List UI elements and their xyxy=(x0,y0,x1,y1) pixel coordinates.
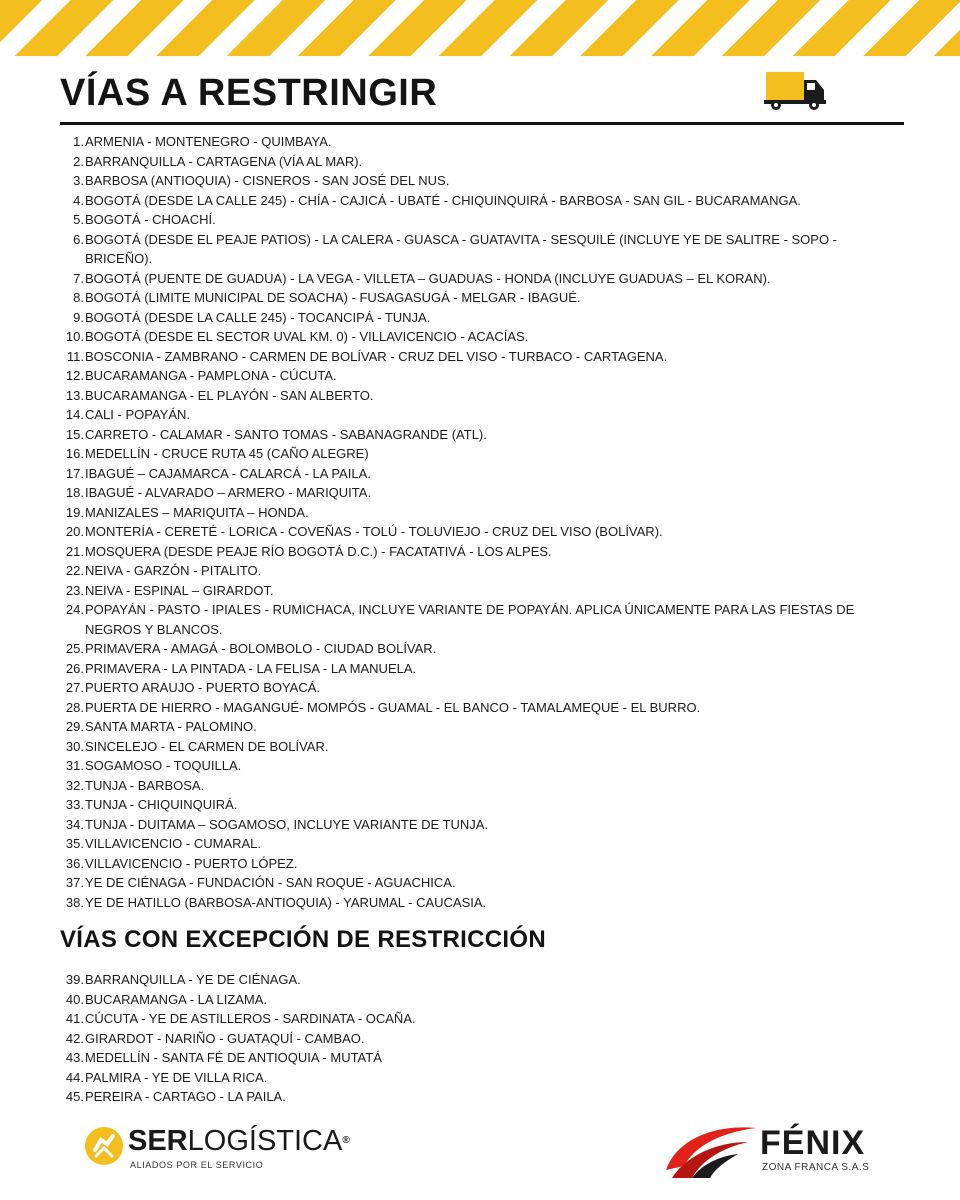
list-item-number: 4. xyxy=(73,192,84,208)
list-item xyxy=(56,405,886,425)
list-item-number: 23. xyxy=(65,582,84,598)
list-item-text: TUNJA - BARBOSA. xyxy=(85,777,205,793)
list-item-number: 38. xyxy=(65,894,84,910)
list-item-text: ARMENIA - MONTENEGRO - QUIMBAYA. xyxy=(85,134,332,149)
exceptions-title: VÍAS CON EXCEPCIÓN DE RESTRICCIÓN xyxy=(60,926,546,953)
exception-roads-list xyxy=(56,970,886,1107)
list-item-number: 24. xyxy=(65,602,84,617)
list-item-text: MONTERÍA - CERETÉ - LORICA - COVEÑAS - TOLÚ - TOLUVIEJO - CRUZ DEL VISO (BOLÍVAR). xyxy=(85,524,663,539)
list-item-text: NEIVA - ESPINAL – GIRARDOT. xyxy=(85,582,274,598)
list-item-number: 34. xyxy=(65,816,84,832)
list-item-text: BARBOSA (ANTIOQUIA) - CISNEROS - SAN JOSÉ DEL NUS. xyxy=(85,173,450,188)
list-item-number: 3. xyxy=(73,173,84,188)
list-item-text: BOGOTÁ - CHOACHÍ. xyxy=(85,212,216,227)
list-item xyxy=(56,483,886,503)
list-item xyxy=(56,444,886,464)
list-item xyxy=(56,522,886,542)
list-item xyxy=(56,347,886,367)
list-item xyxy=(56,269,886,289)
list-item-number: 28. xyxy=(65,699,84,715)
list-item-text: YE DE HATILLO (BARBOSA-ANTIOQUIA) - YARUMAL - CAUCASIA. xyxy=(85,894,487,910)
list-item-number: 17. xyxy=(65,465,84,481)
list-item xyxy=(56,678,886,698)
list-item-text: IBAGUÉ - ALVARADO – ARMERO - MARIQUITA. xyxy=(85,485,372,500)
list-item-number: 22. xyxy=(65,563,84,578)
list-item-text: MEDELLÍN - CRUCE RUTA 45 (CAÑO ALEGRE) xyxy=(85,446,369,461)
restricted-roads-list xyxy=(56,132,886,912)
list-item-text: POPAYÁN - PASTO - IPIALES - RUMICHACA, INCLUYE VARIANTE DE POPAYÁN. APLICA ÚNICAMENTE PARA LAS FIESTAS DE NEGROS Y BLANCOS. xyxy=(85,602,855,637)
list-item-number: 43. xyxy=(65,1050,84,1065)
list-item xyxy=(56,386,886,406)
list-item-text: CÚCUTA - YE DE ASTILLEROS - SARDINATA - OCAÑA. xyxy=(85,1011,416,1026)
list-item-number: 25. xyxy=(65,641,84,656)
list-item-text: SANTA MARTA - PALOMINO. xyxy=(85,719,257,734)
list-item-text: PALMIRA - YE DE VILLA RICA. xyxy=(85,1069,268,1085)
list-item xyxy=(56,1068,886,1088)
list-item xyxy=(56,659,886,679)
list-item xyxy=(56,600,886,639)
serlogistica-tagline: ALIADOS POR EL SERVICIO xyxy=(130,1160,264,1170)
list-item-number: 13. xyxy=(65,387,84,403)
list-item xyxy=(56,210,886,230)
list-item-number: 33. xyxy=(65,797,84,812)
list-item-text: TUNJA - CHIQUINQUIRÁ. xyxy=(85,797,238,812)
list-item-number: 7. xyxy=(73,270,84,286)
list-item-number: 10. xyxy=(65,329,84,344)
list-item-number: 42. xyxy=(65,1030,84,1046)
list-item xyxy=(56,1087,886,1107)
list-item xyxy=(56,873,886,893)
list-item xyxy=(56,327,886,347)
list-item-number: 9. xyxy=(73,309,84,325)
list-item-text: BOGOTÁ (DESDE EL PEAJE PATIOS) - LA CALERA - GUASCA - GUATAVITA - SESQUILÉ (INCLUYE YE DE SALITRE - SOPO - BRICEÑO). xyxy=(85,231,838,266)
list-item xyxy=(56,1009,886,1029)
list-item-number: 12. xyxy=(65,368,84,383)
list-item-number: 26. xyxy=(65,660,84,676)
fenix-swoosh-icon xyxy=(662,1120,758,1182)
list-item-text: TUNJA - DUITAMA – SOGAMOSO, INCLUYE VARIANTE DE TUNJA. xyxy=(85,816,489,832)
list-item-text: CALI - POPAYÁN. xyxy=(85,407,190,422)
list-item xyxy=(56,561,886,581)
list-item xyxy=(56,639,886,659)
truck-icon xyxy=(764,70,828,112)
fenix-wordmark: FÉNIX xyxy=(760,1124,866,1162)
list-item xyxy=(56,503,886,523)
list-item-number: 44. xyxy=(65,1069,84,1085)
title-divider xyxy=(60,122,904,125)
list-item-text: PUERTO ARAUJO - PUERTO BOYACÁ. xyxy=(85,680,321,695)
list-item-number: 5. xyxy=(73,212,84,227)
list-item-text: SOGAMOSO - TOQUILLA. xyxy=(85,758,242,773)
list-item xyxy=(56,756,886,776)
list-item-text: IBAGUÉ – CAJAMARCA - CALARCÁ - LA PAILA. xyxy=(85,465,371,481)
list-item-number: 36. xyxy=(65,855,84,871)
list-item-number: 35. xyxy=(65,836,84,851)
list-item-number: 32. xyxy=(65,777,84,793)
list-item xyxy=(56,893,886,913)
list-item xyxy=(56,990,886,1010)
list-item-text: BARRANQUILLA - YE DE CIÉNAGA. xyxy=(85,972,301,987)
list-item-text: SINCELEJO - EL CARMEN DE BOLÍVAR. xyxy=(85,738,329,754)
list-item xyxy=(56,191,886,211)
list-item-number: 37. xyxy=(65,875,84,890)
list-item xyxy=(56,366,886,386)
list-item xyxy=(56,776,886,796)
list-item-text: BUCARAMANGA - LA LIZAMA. xyxy=(85,991,268,1007)
list-item-number: 39. xyxy=(65,972,84,987)
list-item xyxy=(56,795,886,815)
list-item-text: BOGOTÁ (DESDE LA CALLE 245) - CHÍA - CAJICÁ - UBATÉ - CHIQUINQUIRÁ - BARBOSA - SAN GIL - BUCARAMANGA. xyxy=(85,192,801,208)
list-item-text: MANIZALES – MARIQUITA – HONDA. xyxy=(85,504,309,520)
list-item-number: 2. xyxy=(73,153,84,169)
list-item-number: 8. xyxy=(73,290,84,305)
list-item-number: 41. xyxy=(65,1011,84,1026)
list-item-text: PRIMAVERA - AMAGÁ - BOLOMBOLO - CIUDAD BOLÍVAR. xyxy=(85,641,437,656)
list-item-number: 30. xyxy=(65,738,84,754)
list-item-number: 31. xyxy=(65,758,84,773)
list-item-number: 14. xyxy=(65,407,84,422)
list-item xyxy=(56,542,886,562)
list-item-number: 40. xyxy=(65,991,84,1007)
list-item xyxy=(56,970,886,990)
list-item-text: PRIMAVERA - LA PINTADA - LA FELISA - LA MANUELA. xyxy=(85,660,417,676)
list-item-number: 16. xyxy=(65,446,84,461)
page-title: VÍAS A RESTRINGIR xyxy=(60,72,438,114)
list-item-text: CARRETO - CALAMAR - SANTO TOMAS - SABANAGRANDE (ATL). xyxy=(85,426,487,442)
list-item xyxy=(56,581,886,601)
list-item-number: 11. xyxy=(66,348,84,364)
list-item-text: BOGOTÁ (DESDE LA CALLE 245) - TOCANCIPÁ - TUNJA. xyxy=(85,309,431,325)
list-item xyxy=(56,171,886,191)
list-item-text: NEIVA - GARZÓN - PITALITO. xyxy=(85,563,262,578)
list-item-text: MEDELLÍN - SANTA FÉ DE ANTIOQUIA - MUTATÁ xyxy=(85,1050,382,1065)
list-item-text: BARRANQUILLA - CARTAGENA (VÍA AL MAR). xyxy=(85,153,363,169)
serlogistica-wordmark: SERLOGÍSTICA® xyxy=(128,1125,350,1157)
list-item-number: 6. xyxy=(73,231,84,247)
list-item xyxy=(56,1029,886,1049)
list-item-text: BOGOTÁ (LIMITE MUNICIPAL DE SOACHA) - FUSAGASUGÁ - MELGAR - IBAGUÉ. xyxy=(85,290,581,305)
list-item xyxy=(56,230,886,269)
serlogistica-badge-icon xyxy=(84,1126,124,1166)
list-item-text: PUERTA DE HIERRO - MAGANGUÉ- MOMPÓS - GUAMAL - EL BANCO - TAMALAMEQUE - EL BURRO. xyxy=(85,699,701,715)
hazard-stripes-banner xyxy=(0,0,960,56)
list-item xyxy=(56,464,886,484)
list-item-text: BUCARAMANGA - PAMPLONA - CÚCUTA. xyxy=(85,368,337,383)
list-item-number: 18. xyxy=(65,485,84,500)
list-item xyxy=(56,152,886,172)
list-item xyxy=(56,717,886,737)
list-item xyxy=(56,815,886,835)
list-item-number: 29. xyxy=(65,719,84,734)
fenix-tagline: ZONA FRANCA S.A.S xyxy=(762,1162,870,1173)
list-item-number: 20. xyxy=(65,524,84,539)
list-item xyxy=(56,308,886,328)
list-item-number: 19. xyxy=(65,504,84,520)
list-item xyxy=(56,1048,886,1068)
list-item-number: 45. xyxy=(65,1089,84,1104)
list-item-text: GIRARDOT - NARIÑO - GUATAQUÍ - CAMBAO. xyxy=(85,1030,365,1046)
list-item-text: YE DE CIÉNAGA - FUNDACIÓN - SAN ROQUE - AGUACHICA. xyxy=(85,875,456,890)
list-item xyxy=(56,288,886,308)
list-item xyxy=(56,737,886,757)
list-item-number: 21. xyxy=(65,543,84,559)
list-item-number: 1. xyxy=(73,134,84,149)
list-item-text: PEREIRA - CARTAGO - LA PAILA. xyxy=(85,1089,286,1104)
list-item-text: BUCARAMANGA - EL PLAYÓN - SAN ALBERTO. xyxy=(85,387,374,403)
fenix-logo xyxy=(662,1120,872,1182)
list-item xyxy=(56,698,886,718)
list-item-text: BOGOTÁ (PUENTE DE GUADUA) - LA VEGA - VILLETA – GUADUAS - HONDA (INCLUYE GUADUAS – EL KORAN). xyxy=(85,270,771,286)
list-item-text: MOSQUERA (DESDE PEAJE RÍO BOGOTÁ D.C.) - FACATATIVÁ - LOS ALPES. xyxy=(85,543,552,559)
list-item xyxy=(56,132,886,152)
list-item-text: VILLAVICENCIO - CUMARAL. xyxy=(85,836,262,851)
list-item-text: BOGOTÁ (DESDE EL SECTOR UVAL KM. 0) - VILLAVICENCIO - ACACÍAS. xyxy=(85,329,529,344)
list-item-text: BOSCONIA - ZAMBRANO - CARMEN DE BOLÍVAR - CRUZ DEL VISO - TURBACO - CARTAGENA. xyxy=(85,348,668,364)
list-item xyxy=(56,834,886,854)
list-item xyxy=(56,854,886,874)
list-item-number: 15. xyxy=(65,426,84,442)
list-item-number: 27. xyxy=(65,680,84,695)
list-item-text: VILLAVICENCIO - PUERTO LÓPEZ. xyxy=(85,855,298,871)
serlogistica-logo xyxy=(84,1124,350,1176)
list-item xyxy=(56,425,886,445)
